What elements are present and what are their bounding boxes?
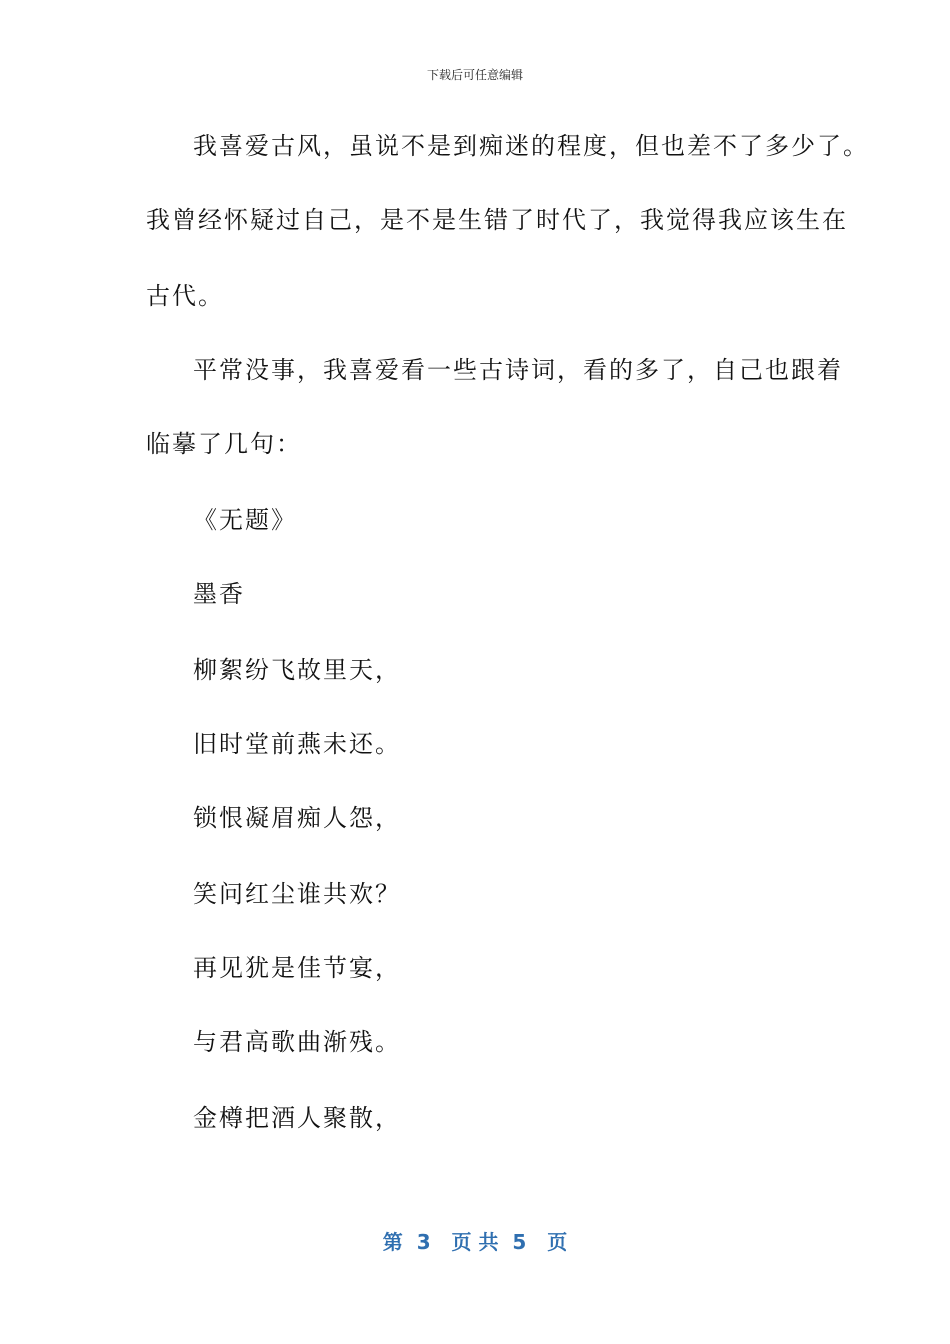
paragraph-line: 我喜爱古风，虽说不是到痴迷的程度，但也差不了多少了。 (193, 132, 869, 160)
poem-line: 笑问红尘谁共欢？ (193, 880, 401, 908)
paragraph-line: 临摹了几句： (146, 430, 302, 458)
poem-line: 再见犹是佳节宴， (193, 954, 401, 982)
poem-line: 与君高歌曲渐残。 (193, 1028, 401, 1056)
page-footer: 第 3 页 共 5 页 (382, 1230, 568, 1254)
page-header: 下载后可任意编辑 (426, 68, 523, 82)
paragraph-line: 古代。 (146, 282, 224, 310)
poem-line: 锁恨凝眉痴人怨， (193, 804, 401, 832)
poem-title: 《无题》 (193, 506, 297, 534)
poem-author: 墨香 (193, 580, 245, 608)
poem-line: 旧时堂前燕未还。 (193, 730, 401, 758)
poem-line: 柳絮纷飞故里天， (193, 656, 401, 684)
paragraph-line: 我曾经怀疑过自己，是不是生错了时代了，我觉得我应该生在 (146, 206, 848, 234)
paragraph-line: 平常没事，我喜爱看一些古诗词，看的多了，自己也跟着 (193, 356, 843, 384)
poem-line: 金樽把酒人聚散， (193, 1104, 401, 1132)
